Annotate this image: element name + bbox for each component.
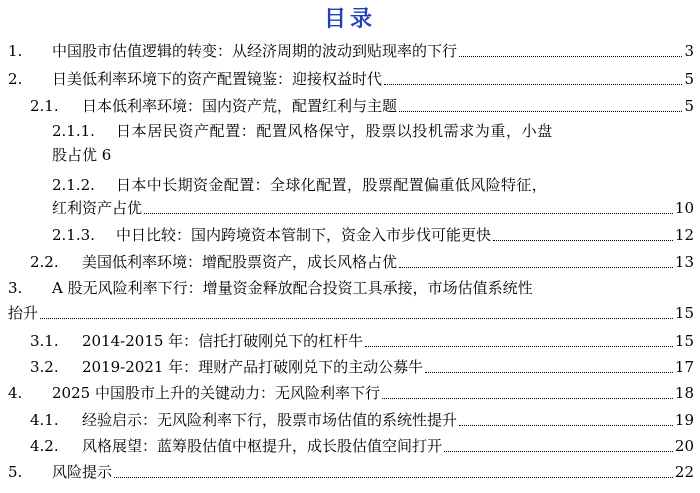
toc-entry-page: 17 — [674, 358, 694, 376]
toc-entry-3-2[interactable] — [30, 357, 694, 377]
dot-leader — [365, 346, 673, 347]
toc-title: 目录 — [323, 6, 376, 32]
toc-entry-3-cont[interactable] — [8, 303, 694, 323]
toc-entry-2-1[interactable] — [30, 96, 694, 116]
toc-entry-text: A 股无风险利率下行：增量资金释放配合投资工具承接，市场估值系统性 — [52, 279, 533, 297]
toc-entry-2-2[interactable] — [30, 252, 694, 272]
toc-entry-number: 1. — [8, 42, 23, 60]
toc-entry-page: 5 — [684, 97, 694, 115]
toc-entry-text: 中日比较：国内跨境资本管制下，资金入市步伐可能更快 — [116, 226, 492, 244]
toc-entry-number: 4.2. — [30, 437, 59, 455]
toc-entry-4-2[interactable] — [30, 436, 694, 456]
dot-leader — [399, 111, 682, 112]
toc-entry-text: 美国低利率环境：增配股票资产，成长风格占优 — [82, 253, 398, 271]
toc-entry-page: 15 — [674, 304, 694, 322]
toc-entry-3-1[interactable] — [30, 331, 694, 351]
toc-entry-2-1-2-cont[interactable] — [52, 198, 694, 218]
dot-leader — [493, 240, 673, 241]
toc-entry-1[interactable] — [8, 41, 694, 61]
toc-entry-number: 2.2. — [30, 253, 59, 271]
toc-entry-4[interactable] — [8, 383, 694, 403]
toc-entry-continuation: 抬升 — [8, 304, 39, 322]
toc-entry-text: 2019-2021 年：理财产品打破刚兑下的主动公募牛 — [82, 358, 424, 376]
toc-entry-text: 2025 中国股市上升的关键动力：无风险利率下行 — [52, 384, 380, 402]
toc-entry-5[interactable] — [8, 462, 694, 482]
toc-entry-number: 5. — [8, 463, 23, 481]
toc-entry-continuation: 股占优 6 — [52, 146, 112, 164]
toc-entry-page: 13 — [674, 253, 694, 271]
toc-entry-2-1-3[interactable] — [52, 225, 694, 245]
toc-entry-number: 3. — [8, 279, 23, 297]
toc-entry-page: 20 — [674, 437, 694, 455]
dot-leader — [40, 318, 673, 319]
toc-entry-text: 日本中长期资金配置：全球化配置，股票配置偏重低风险特征， — [116, 176, 548, 194]
toc-entry-page: 19 — [674, 411, 694, 429]
toc-entry-2-1-2[interactable] — [52, 175, 694, 195]
toc-entry-number: 4.1. — [30, 411, 59, 429]
dot-leader — [384, 84, 682, 85]
toc-entry-page: 12 — [674, 226, 694, 244]
toc-entry-page: 5 — [684, 70, 694, 88]
dot-leader — [444, 451, 673, 452]
toc-entry-text: 日本居民资产配置：配置风格保守，股票以投机需求为重，小盘 — [116, 122, 553, 140]
toc-entry-continuation: 红利资产占优 — [52, 199, 143, 217]
toc-entry-number: 2.1.3. — [52, 226, 95, 244]
toc-entry-number: 2.1.2. — [52, 176, 95, 194]
toc-entry-page: 10 — [674, 199, 694, 217]
dot-leader — [425, 372, 673, 373]
toc-entry-number: 2.1. — [30, 97, 59, 115]
dot-leader — [459, 56, 682, 57]
dot-leader — [399, 267, 673, 268]
toc-entry-page: 18 — [674, 384, 694, 402]
toc-entry-page: 22 — [674, 463, 694, 481]
toc-entry-page: 3 — [684, 42, 694, 60]
toc-entry-number: 3.2. — [30, 358, 59, 376]
toc-entry-page: 15 — [674, 332, 694, 350]
toc-entry-text: 经验启示：无风险利率下行，股票市场估值的系统性提升 — [82, 411, 458, 429]
dot-leader — [459, 425, 673, 426]
toc-entry-text: 日本低利率环境：国内资产荒，配置红利与主题 — [82, 97, 398, 115]
toc-entry-number: 2.1.1. — [52, 122, 95, 140]
toc-entry-number: 4. — [8, 384, 23, 402]
toc-entry-text: 2014-2015 年：信托打破刚兑下的杠杆牛 — [82, 332, 364, 350]
toc-entry-text: 风格展望：蓝筹股估值中枢提升，成长股估值空间打开 — [82, 437, 443, 455]
toc-entry-text: 中国股市估值逻辑的转变：从经济周期的波动到贴现率的下行 — [52, 42, 458, 60]
toc-entry-text: 日美低利率环境下的资产配置镜鉴：迎接权益时代 — [52, 70, 383, 88]
dot-leader — [382, 398, 673, 399]
toc-entry-2[interactable] — [8, 69, 694, 89]
dot-leader — [144, 213, 673, 214]
toc-entry-2-1-1[interactable] — [52, 121, 694, 141]
toc-entry-text: 风险提示 — [52, 463, 113, 481]
toc-entry-number: 2. — [8, 70, 23, 88]
toc-entry-4-1[interactable] — [30, 410, 694, 430]
dot-leader — [114, 477, 673, 478]
toc-entry-number: 3.1. — [30, 332, 59, 350]
toc-entry-3[interactable] — [8, 278, 694, 298]
